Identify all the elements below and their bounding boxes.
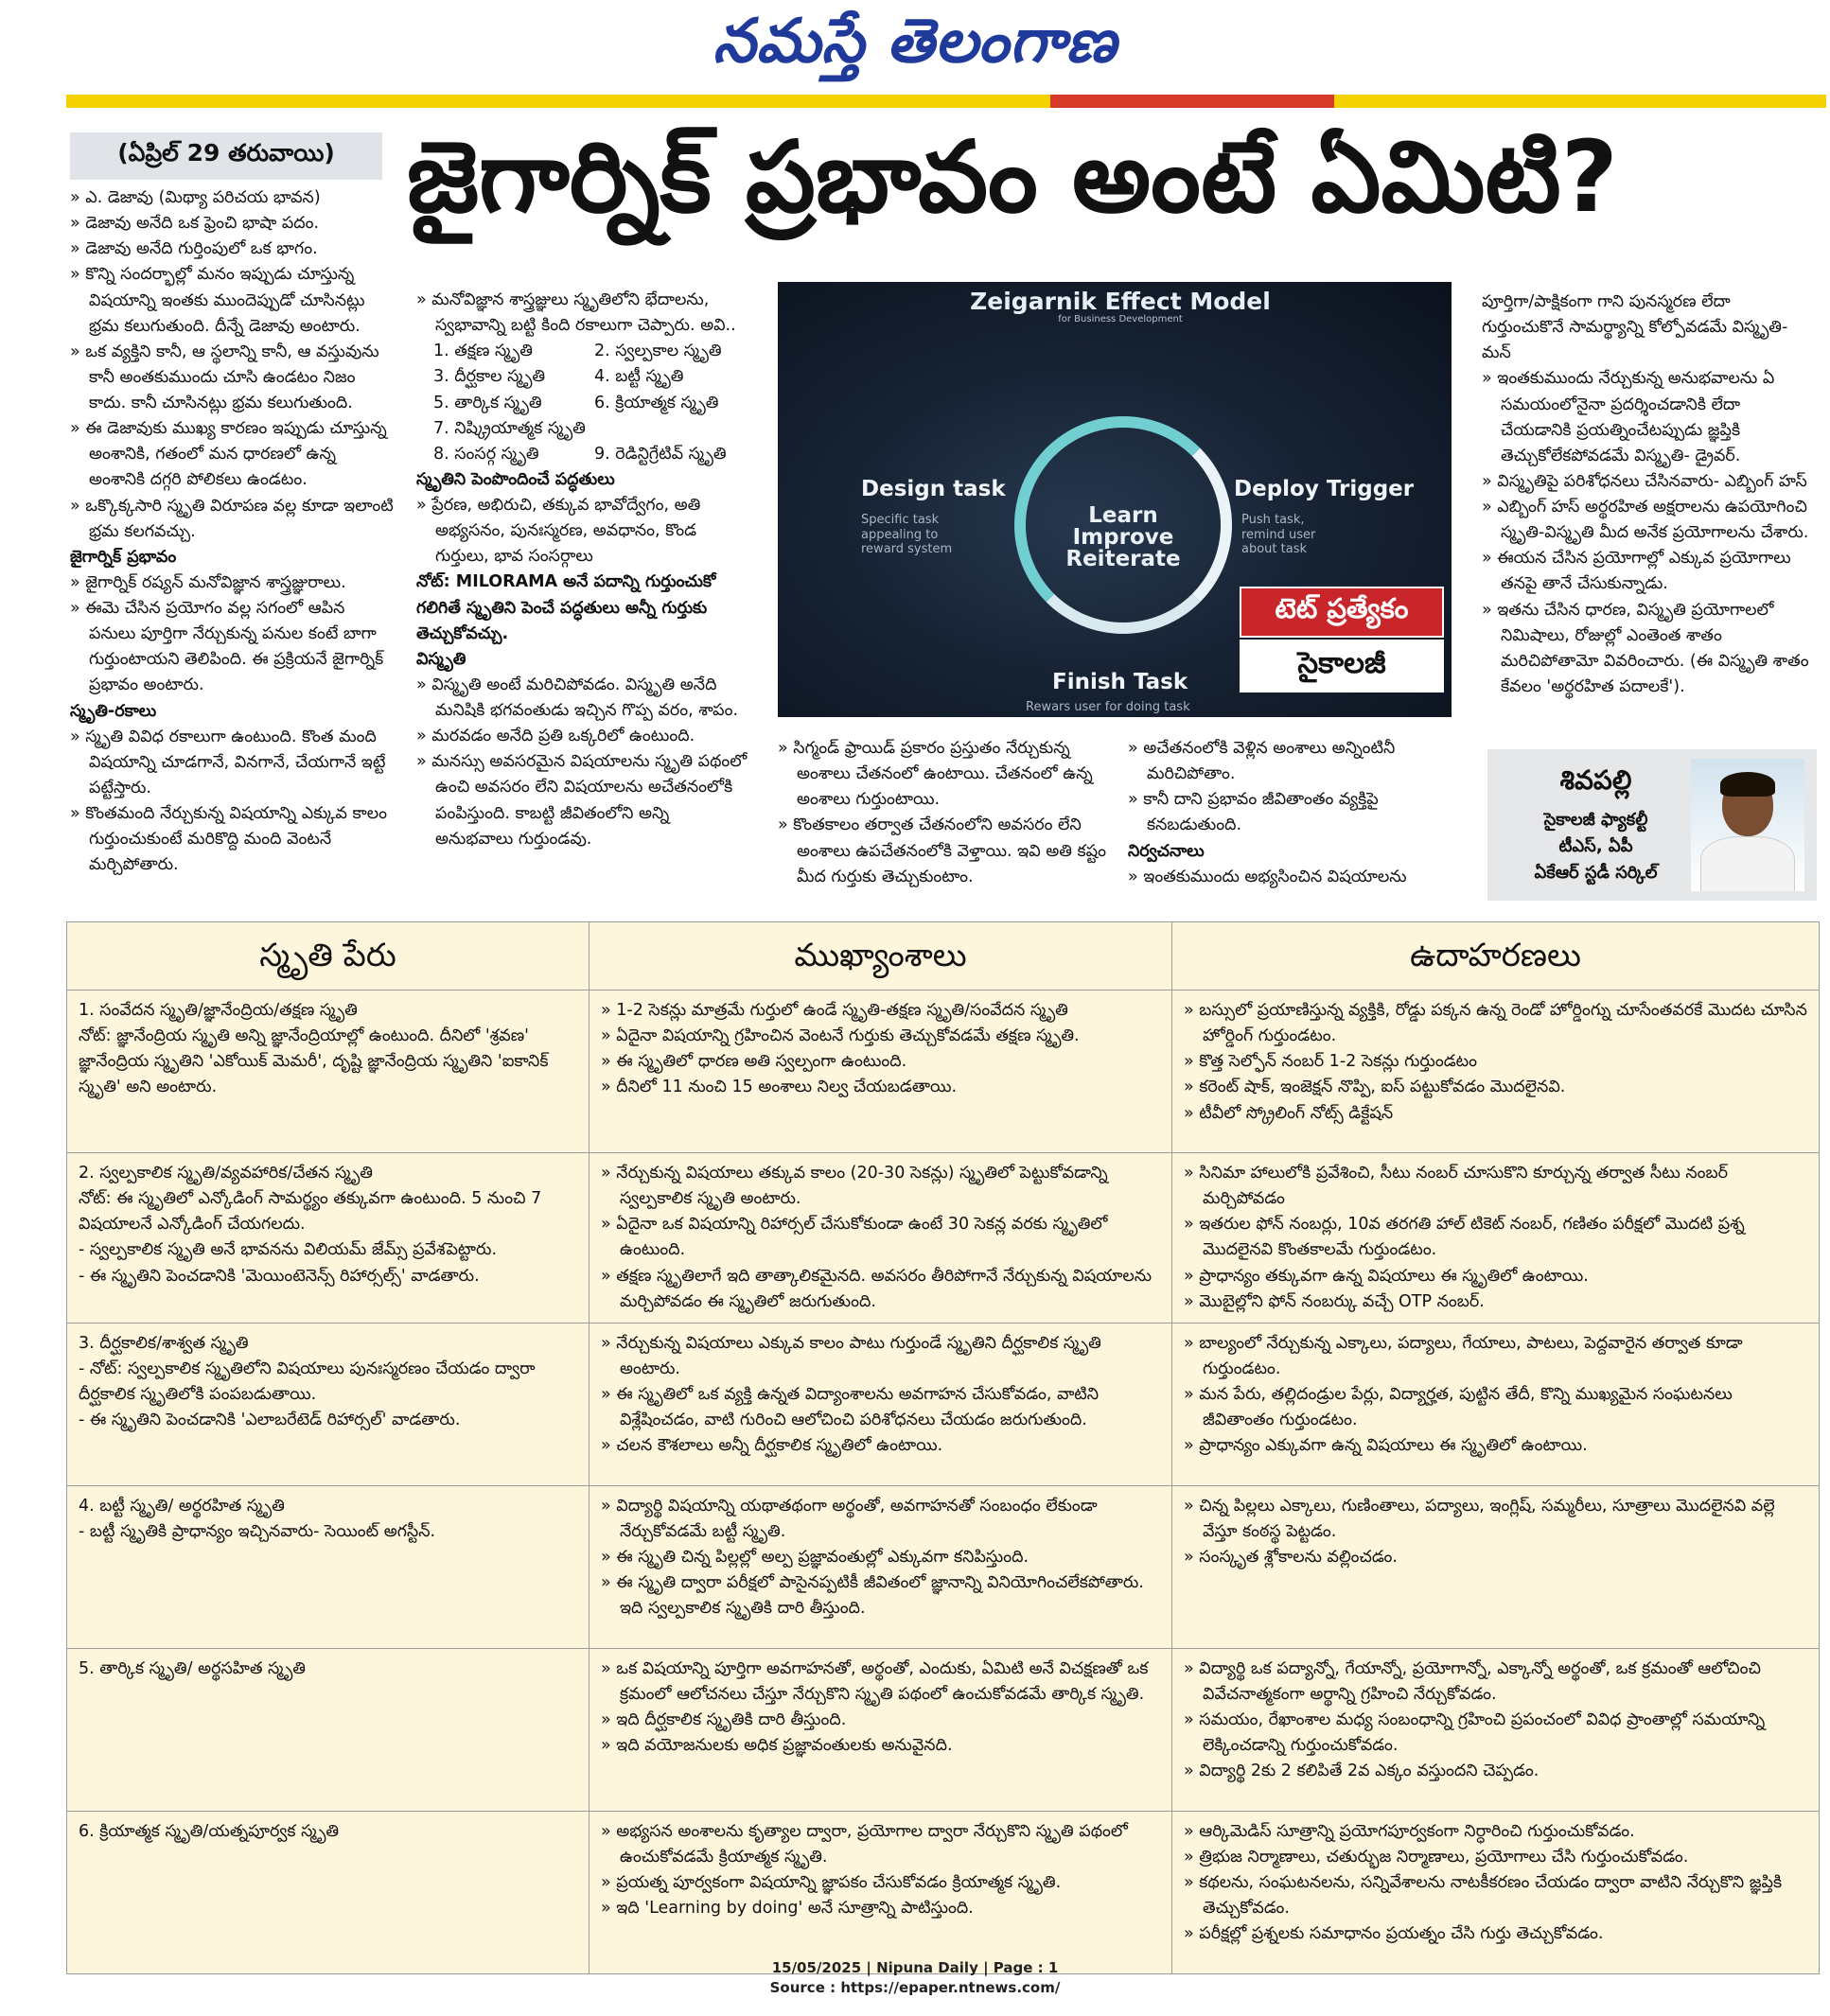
bullet: » కొంతమంది నేర్చుకున్న విషయాన్ని ఎక్కువ కాలం గుర్తుంచుకుంటే మరికొద్ది మంది వెంటనే మర్చిపోతారు. — [70, 804, 387, 875]
bullet: » మరవడం అనేది ప్రతి ఒక్కరిలో ఉంటుంది. — [416, 727, 695, 746]
table-bullet: » ఏదైనా విషయాన్ని గ్రహించిన వెంటనే గుర్తుకు తెచ్చుకోవడమే తక్షణ స్మృతి. — [601, 1026, 1080, 1046]
section-heading: స్మృతిని పెంపొందించే పద్ధతులు — [416, 469, 615, 489]
table-cell — [1172, 990, 1820, 1153]
bullet: » మనోవిజ్ఞాన శాస్త్రజ్ఞులు స్మృతిలోని భేదాలను, స్వభావాన్ని బట్టి కింది రకాలుగా చెప్పారు. అవి.. — [416, 290, 736, 336]
tet-special-badge: టెట్ ప్రత్యేకం — [1240, 587, 1444, 638]
bullet: » ఇంతకుముందు నేర్చుకున్న అనుభవాలను ఏ సమయంలోనైనా ప్రదర్శించడానికి లేదా చేయడానికి ప్రయత్నించేటప్పుడు జ్ఞప్తికి తెచ్చుకోలేకపోవడమే విస్మృతి- డ్రైవర్. — [1482, 369, 1775, 465]
edition-tag: (ఏప్రిల్ 29 తరువాయి) — [70, 132, 382, 180]
article-column-3 — [778, 736, 1109, 890]
table-bullet: » తక్షణ స్మృతిలాగే ఇది తాత్కాలికమైనది. అవసరం తీరిపోగానే నేర్చుకున్న విషయాలను మర్చిపోవడం ఈ స్మృతిలో జరుగుతుంది. — [601, 1266, 1153, 1311]
table-text: - ఈ స్మృతిని పెంచడానికి 'ఎలాబరేటెడ్ రిహార్సల్' వాడతారు. — [79, 1411, 461, 1430]
table-bullet: » నేర్చుకున్న విషయాలు తక్కువ కాలం (20-30 సెకన్లు) స్మృతిలో పెట్టుకోవడాన్ని స్వల్పకాలిక స్మృతి అంటారు. — [601, 1164, 1108, 1209]
table-text: నోట్: ఈ స్మృతిలో ఎన్కోడింగ్ సామర్థ్యం తక్కువగా ఉంటుంది. 5 నుంచి 7 విషయాలనే ఎన్కోడింగ్ చేయగలదు. — [79, 1189, 542, 1235]
table-cell — [589, 1648, 1172, 1811]
table-bullet: » టీవీలో స్క్రోలింగ్ నోట్స్ డిక్టేషన్ — [1184, 1103, 1394, 1123]
table-bullet: » మొబైల్లోని ఫోన్ నంబర్కు వచ్చే OTP నంబర్. — [1184, 1291, 1485, 1311]
table-bullet: » సినిమా హాలులోకి ప్రవేశించి, సీటు నంబర్ చూసుకొని కూర్చున్న తర్వాత సీటు నంబర్ మర్చిపోవడం — [1184, 1164, 1729, 1209]
table-header-row — [67, 922, 1820, 990]
memory-type: 6. క్రియాత్మక స్మృతి — [594, 393, 719, 412]
paragraph: పూర్తిగా/పాక్షికంగా గాని పునస్మరణ లేదా గుర్తుంచుకొనే సామర్థ్యాన్ని కోల్పోవడమే విస్మృతి- మన్ — [1482, 292, 1788, 363]
table-bullet: » కథలను, సంఘటనలను, సన్నివేశాలను నాటకీకరణం చేయడం ద్వారా వాటిని నేర్చుకొని జ్ఞప్తికి తెచ్చుకోవడం. — [1184, 1873, 1783, 1919]
bullet: » ఇంతకుముందు అభ్యసించిన విషయాలను — [1128, 867, 1407, 886]
table-row — [67, 1153, 1820, 1324]
memory-type: 5. తార్కిక స్మృతి — [433, 393, 542, 412]
table-text: - ఈ స్మృతిని పెంచడానికి 'మెయింటెనెన్స్ రిహార్సల్స్' వాడతారు. — [79, 1266, 480, 1286]
table-row — [67, 1811, 1820, 1973]
memory-type: 8. సంసర్గ స్మృతి — [433, 444, 539, 464]
bullet: » డెజావు అనేది గుర్తింపులో ఒక భాగం. — [70, 239, 318, 259]
table-bullet: » ఇతరుల ఫోన్ నంబర్లు, 10వ తరగతి హాల్ టికెట్ నంబర్, గణితం పరీక్షలో మొదటి ప్రశ్న మొదలైనవి కొంతకాలమే గుర్తుండటం. — [1184, 1215, 1745, 1260]
table-header-cell: స్మృతి పేరు — [67, 922, 589, 990]
table-bullet: » ఈ స్మృతిలో ధారణ అతి స్వల్పంగా ఉంటుంది. — [601, 1052, 907, 1072]
memory-types-table — [66, 921, 1820, 1974]
table-cell — [67, 1811, 589, 1973]
design-task-label: Design task — [861, 477, 1006, 501]
section-heading: స్మృతి-రకాలు — [70, 701, 157, 721]
article-column-1 — [70, 185, 396, 878]
table-text: - బట్టీ స్మృతికి ప్రాధాన్యం ఇచ్చినవారు- సెయింట్ అగస్టీన్. — [79, 1521, 436, 1541]
table-text: నోట్: జ్ఞానేంద్రియ స్మృతి అన్ని జ్ఞానేంద్రియాల్లో ఉంటుంది. దీనిలో 'శ్రవణ' జ్ఞానేంద్రియ స్మృతిని 'ఎకోయిక్ మెమరీ', దృష్టి జ్ఞానేంద్రియ స్మృతిని 'ఐకానిక్ స్మృతి' అని అంటారు. — [79, 1026, 549, 1097]
bullet: » కొన్ని సందర్భాల్లో మనం ఇప్పుడు చూస్తున్న విషయాన్ని ఇంతకు ముందెప్పుడో చూసినట్లు భ్రమ కలుగుతుంది. దీన్నే డెజావు అంటారు. — [70, 265, 365, 336]
table-bullet: » మన పేరు, తల్లిదండ్రుల పేర్లు, విద్యార్హత, పుట్టిన తేదీ, కొన్ని ముఖ్యమైన సంఘటనలు జీవితాంతం గుర్తుండటం. — [1184, 1385, 1733, 1430]
table-cell — [589, 990, 1172, 1153]
deploy-trigger-label: Deploy Trigger — [1234, 477, 1415, 501]
table-bullet: » ఇది వయోజనులకు అధిక ప్రజ్ఞావంతులకు అనువైనది. — [601, 1736, 953, 1756]
bullet: » ఎ. డెజావు (మిథ్యా పరిచయ భావన) — [70, 188, 321, 207]
table-cell — [67, 990, 589, 1153]
bullet: » అచేతనంలోకి వెళ్లిన అంశాలు అన్నింటినీ మరిచిపోతాం. — [1128, 739, 1396, 784]
note: నోట్: MILORAMA అనే పదాన్ని గుర్తుంచుకో గలిగితే స్మృతిని పెంచే పద్ధతులు అన్నీ గుర్తుకు తెచ్చుకోవచ్చు. — [416, 572, 716, 643]
table-bullet: » ఈ స్మృతి ద్వారా పరీక్షలో పాసైనప్పటికీ జీవితంలో జ్ఞానాన్ని వినియోగించలేకపోతారు. ఇది స్వల్పకాలిక స్మృతికి దారి తీస్తుంది. — [601, 1573, 1144, 1619]
table-row — [67, 1485, 1820, 1648]
article-column-4 — [1128, 736, 1459, 890]
table-bullet: » కరెంట్ షాక్, ఇంజెక్షన్ నొప్పి, ఐస్ పట్టుకోవడం మొదలైనవి. — [1184, 1078, 1566, 1097]
bullet: » ఈమె చేసిన ప్రయోగం వల్ల సగంలో ఆపిన పనులు పూర్తిగా నేర్చుకున్న పనుల కంటే బాగా గుర్తుంటాయని తెలిపింది. ఈ ప్రక్రియనే జైగార్నిక్ ప్రభావం అంటారు. — [70, 599, 384, 695]
bullet: » విస్మృతిపై పరిశోధనలు చేసినవారు- ఎబ్బింగ్ హస్ — [1482, 471, 1807, 491]
footer-source-line: Source : https://epaper.ntnews.com/ — [769, 1979, 1061, 1996]
author-photo — [1691, 759, 1804, 891]
article-column-5 — [1482, 289, 1813, 700]
table-text: 5. తార్కిక స్మృతి/ అర్థసహిత స్మృతి — [79, 1658, 306, 1678]
headline: జైగార్నిక్ ప్రభావం అంటే ఏమిటి? — [407, 121, 1618, 235]
section-heading: జైగార్నిక్ ప్రభావం — [70, 547, 177, 567]
zeigarnik-infographic — [778, 282, 1452, 717]
article-column-2 — [416, 288, 748, 852]
author-name: శివపల్లి — [1559, 764, 1632, 796]
bullet: » ఒక్కొక్కసారి స్మృతి విరూపణ వల్ల కూడా ఇలాంటి భ్రమ కలగవచ్చు. — [70, 496, 394, 541]
bullet: » ఒక వ్యక్తిని కానీ, ఆ స్థలాన్ని కానీ, ఆ వస్తువును కానీ అంతకుముందు చూసి ఉండటం నిజం కాదు. కానీ చూసినట్లు భ్రమ కలుగుతుంది. — [70, 342, 379, 412]
table-row — [67, 990, 1820, 1153]
bullet: » ఈయన చేసిన ప్రయోగాల్లో ఎక్కువ ప్రయోగాలు తనపై తానే చేసుకున్నాడు. — [1482, 549, 1791, 594]
bullet: » ఇతను చేసిన ధారణ, విస్మృతి ప్రయోగాలలో నిమిషాలు, రోజుల్లో ఎంతెంత శాతం మరిచిపోతామో వివరించారు. (ఈ విస్మృతి శాతం కేవలం 'అర్థరహిత పదాలకే'). — [1482, 600, 1809, 696]
table-bullet: » విద్యార్థి 2కు 2 కలిపితే 2వ ఎక్కం వస్తుందని చెప్పడం. — [1184, 1762, 1540, 1781]
section-heading: నిర్వచనాలు — [1128, 841, 1205, 861]
masthead — [0, 0, 1830, 91]
cycle-center-text: Learn Improve Reiterate — [1065, 503, 1181, 571]
table-bullet: » పరీక్షల్లో ప్రశ్నలకు సమాధానం ప్రయత్నం చేసి గుర్తు తెచ్చుకోవడం. — [1184, 1924, 1604, 1944]
table-bullet: » 1-2 సెకన్లు మాత్రమే గుర్తులో ఉండే స్మృతి-తక్షణ స్మృతి/సంవేదన స్మృతి — [601, 1001, 1068, 1020]
table-cell — [1172, 1323, 1820, 1485]
table-cell — [67, 1485, 589, 1648]
newspaper-logo: నమస్తే తెలంగాణ — [713, 6, 1117, 77]
table-bullet: » ఒక విషయాన్ని పూర్తిగా అవగాహనతో, అర్థంతో, ఎందుకు, ఏమిటి అనే విచక్షణతో ఒక క్రమంలో ఆలోచనలు చేస్తూ నేర్చుకొని స్మృతి పథంలో ఉంచుకోవడమే తార్కిక స్మృతి. — [601, 1658, 1149, 1704]
table-cell — [1172, 1153, 1820, 1324]
masthead-divider — [66, 95, 1826, 108]
table-bullet: » చిన్న పిల్లలు ఎక్కాలు, గుణింతాలు, పద్యాలు, ఇంగ్లిష్, సమ్మరీలు, సూత్రాలు మొదలైనవి వల్లె వేస్తూ కంఠస్థ పెట్టడం. — [1184, 1496, 1775, 1541]
table-cell — [589, 1485, 1172, 1648]
table-row — [67, 1323, 1820, 1485]
finish-task-label: Finish Task — [1052, 670, 1188, 694]
bullet: » డెజావు అనేది ఒక ఫ్రెంచి భాషా పదం. — [70, 214, 320, 234]
bullet: » సిగ్మండ్ ఫ్రాయిడ్ ప్రకారం ప్రస్తుతం నేర్చుకున్న అంశాలు చేతనంలో ఉంటాయి. చేతనంలో ఉన్న అంశాలు గుర్తుంటాయి. — [778, 739, 1093, 810]
author-circle: ఏకేఆర్ స్టడీ సర్కిల్ — [1534, 863, 1658, 883]
memory-type: 4. బట్టీ స్మృతి — [594, 367, 684, 387]
deploy-trigger-desc: Push task, remind user about task — [1241, 513, 1316, 557]
table-bullet: » అభ్యసన అంశాలను కృత్యాల ద్వారా, ప్రయోగాల ద్వారా నేర్చుకొని స్మృతి పథంలో ఉంచుకోవడమే క్రియాత్మక స్మృతి. — [601, 1821, 1128, 1867]
author-org: టీఎస్, ఏపీ — [1558, 836, 1633, 856]
table-cell — [1172, 1485, 1820, 1648]
table-text: 6. క్రియాత్మక స్మృతి/యత్నపూర్వక స్మృతి — [79, 1821, 340, 1841]
table-bullet: » ఈ స్మృతి చిన్న పిల్లల్లో అల్ప ప్రజ్ఞావంతుల్లో ఎక్కువగా కనిపిస్తుంది. — [601, 1548, 1029, 1567]
bullet: » ఈ డెజావుకు ముఖ్య కారణం ఇప్పుడు చూస్తున్న అంశానికి, గతంలో మన ధారణలో ఉన్న అంశానికి దగ్గరి పోలికలు ఉండటం. — [70, 419, 387, 490]
table-text: 3. దీర్ఘకాలిక/శాశ్వత స్మృతి — [79, 1333, 249, 1353]
table-bullet: » ఇది 'Learning by doing' అనే సూత్రాన్ని పాటిస్తుంది. — [601, 1899, 974, 1919]
bullet: » మనస్సు అవసరమైన విషయాలను స్మృతి పథంలో ఉంచి అవసరం లేని విషయాలను అచేతనంలోకి పంపిస్తుంది. కాబట్టి జీవితంలోని అన్ని అనుభవాలు గుర్తుండవు. — [416, 752, 748, 849]
author-box — [1487, 749, 1817, 901]
table-cell — [589, 1811, 1172, 1973]
table-bullet: » ఆర్కిమెడిస్ సూత్రాన్ని ప్రయోగపూర్వకంగా నిర్ధారించి గుర్తుంచుకోవడం. — [1184, 1821, 1635, 1841]
bullet: » స్మృతి వివిధ రకాలుగా ఉంటుంది. కొంత మంది విషయాన్ని చూడగానే, వినగానే, చేయగానే ఇట్టే పట్టేస్తారు. — [70, 727, 386, 798]
infographic-title: Zeigarnik Effect Model — [970, 288, 1271, 315]
footer — [0, 1958, 1830, 1998]
table-text: 4. బట్టీ స్మృతి/ అర్థరహిత స్మృతి — [79, 1496, 285, 1516]
table-bullet: » విద్యార్థి ఒక పద్యాన్నో, గేయాన్నో, ప్రయోగాన్నో, ఎక్కాన్నో అర్థంతో, ఒక క్రమంతో ఆలోచించి వివేచనాత్మకంగా అర్థాన్ని గ్రహించి నేర్చుకోవడం. — [1184, 1658, 1761, 1704]
table-bullet: » త్రిభుజ నిర్మాణాలు, చతుర్భుజ నిర్మాణాలు, ప్రయోగాలు చేసి గుర్తుంచుకోవడం. — [1184, 1847, 1689, 1867]
memory-type: 2. స్వల్పకాల స్మృతి — [594, 342, 722, 361]
table-cell — [67, 1153, 589, 1324]
bullet: » విస్మృతి అంటే మరిచిపోవడం. విస్మృతి అనేది మనిషికి భగవంతుడు ఇచ్చిన గొప్ప వరం, శాపం. — [416, 675, 739, 720]
memory-types-list — [416, 339, 748, 467]
table-text: - స్వల్పకాలిక స్మృతి అనే భావనను విలియమ్ జేమ్స్ ప్రవేశపెట్టారు. — [79, 1240, 498, 1260]
table-bullet: » చలన కౌశలాలు అన్నీ దీర్ఘకాలిక స్మృతిలో ఉంటాయి. — [601, 1436, 943, 1456]
table-text: - నోట్: స్వల్పకాలిక స్మృతిలోని విషయాలు పునఃస్మరణం చేయడం ద్వారా దీర్ఘకాలిక స్మృతిలోకి పంపబడుతాయి. — [79, 1359, 536, 1404]
bullet: » జైగార్నిక్ రష్యన్ మనోవిజ్ఞాన శాస్త్రజ్ఞురాలు. — [70, 572, 346, 592]
table-bullet: » విద్యార్థి విషయాన్ని యథాతథంగా అర్థంతో, అవగాహనతో సంబంధం లేకుండా నేర్చుకోవడమే బట్టీ స్మృతి. — [601, 1496, 1098, 1541]
section-heading: విస్మృతి — [416, 649, 466, 669]
table-row — [67, 1648, 1820, 1811]
table-cell — [67, 1323, 589, 1485]
masthead-accent — [1050, 95, 1334, 108]
table-bullet: » ఏదైనా ఒక విషయాన్ని రిహార్సల్ చేసుకోకుండా ఉంటే 30 సెకన్ల వరకు స్మృతిలో ఉంటుంది. — [601, 1215, 1108, 1260]
table-bullet: » ఈ స్మృతిలో ఒక వ్యక్తి ఉన్నత విద్యాంశాలను అవగాహన చేసుకోవడం, వాటిని విశ్లేషించడం, వాటి గురించి ఆలోచించి పరిశోధనలు చేయడం జరుగుతుంది. — [601, 1385, 1100, 1430]
table-bullet: » బస్సులో ప్రయాణిస్తున్న వ్యక్తికి, రోడ్డు పక్కన ఉన్న రెండో హోర్డింగ్ను చూసేంతవరకే మొదట చూసిన హోర్డింగ్ గుర్తుండటం. — [1184, 1001, 1807, 1046]
table-bullet: » ఇది దీర్ఘకాలిక స్మృతికి దారి తీస్తుంది. — [601, 1710, 847, 1729]
table-bullet: » సంస్కృత శ్లోకాలను వల్లించడం. — [1184, 1548, 1398, 1567]
memory-type: 7. నిష్క్రియాత్మక స్మృతి — [433, 418, 586, 438]
table-cell — [1172, 1811, 1820, 1973]
table-bullet: » ప్రాధాన్యం ఎక్కువగా ఉన్న విషయాలు ఈ స్మృతిలో ఉంటాయి. — [1184, 1436, 1588, 1456]
footer-date-line: 15/05/2025 | Nipuna Daily | Page : 1 — [771, 1959, 1059, 1976]
memory-type: 9. రెడిన్టిగ్రేటివ్ స్మృతి — [594, 444, 727, 464]
bullet: » ప్రేరణ, అభిరుచి, తక్కువ భావోద్వేగం, అతి అభ్యసనం, పునఃస్మరణ, అవధానం, కొండ గుర్తులు, భావ సంసర్గాలు — [416, 496, 701, 567]
table-bullet: » సమయం, రేఖాంశాల మధ్య సంబంధాన్ని గ్రహించి ప్రపంచంలో వివిధ ప్రాంతాల్లో సమయాన్ని లెక్కించడాన్ని గుర్తుంచుకోవడం. — [1184, 1710, 1766, 1756]
table-cell — [589, 1153, 1172, 1324]
table-text: 2. స్వల్పకాలిక స్మృతి/వ్యవహారిక/చేతన స్మృతి — [79, 1164, 373, 1183]
author-role: సైకాలజీ ఫ్యాకల్టీ — [1543, 810, 1648, 830]
table-cell — [67, 1648, 589, 1811]
bullet: » కొంతకాలం తర్వాత చేతనంలోని అవసరం లేని అంశాలు ఉపచేతనంలోకి వెళ్తాయి. ఇవి అతి కష్టం మీద గుర్తుకు తెచ్చుకుంటాం. — [778, 815, 1106, 886]
subject-badge: సైకాలజీ — [1240, 640, 1444, 692]
design-task-desc: Specific task appealing to reward system — [861, 513, 953, 557]
table-bullet: » ప్రయత్న పూర్వకంగా విషయాన్ని జ్ఞాపకం చేసుకోవడం క్రియాత్మక స్మృతి. — [601, 1873, 1062, 1892]
table-bullet: » నేర్చుకున్న విషయాలు ఎక్కువ కాలం పాటు గుర్తుండే స్మృతిని దీర్ఘకాలిక స్మృతి అంటారు. — [601, 1333, 1101, 1378]
infographic-subtitle: for Business Development — [1058, 314, 1183, 324]
bullet: » ఎబ్బింగ్ హస్ అర్థరహిత అక్షరాలను ఉపయోగించి స్మృతి-విస్మృతి మీద అనేక ప్రయోగాలను చేశారు. — [1482, 498, 1809, 543]
table-cell — [589, 1323, 1172, 1485]
table-bullet: » కొత్త సెల్ఫోన్ నంబర్ 1-2 సెకన్లు గుర్తుండటం — [1184, 1052, 1478, 1072]
memory-type: 1. తక్షణ స్మృతి — [433, 342, 533, 361]
table-header-cell: ఉదాహరణలు — [1172, 922, 1820, 990]
bullet: » కానీ దాని ప్రభావం జీవితాంతం వ్యక్తిపై కనబడుతుంది. — [1128, 790, 1379, 835]
finish-task-desc: Rewars user for doing task — [1026, 700, 1190, 714]
table-cell — [1172, 1648, 1820, 1811]
table-bullet: » ప్రాధాన్యం తక్కువగా ఉన్న విషయాలు ఈ స్మృతిలో ఉంటాయి. — [1184, 1266, 1589, 1286]
table-text: 1. సంవేదన స్మృతి/జ్ఞానేంద్రియ/తక్షణ స్మృతి — [79, 1001, 358, 1020]
table-header-cell: ముఖ్యాంశాలు — [589, 922, 1172, 990]
table-bullet: » బాల్యంలో నేర్చుకున్న ఎక్కాలు, పద్యాలు, గేయాలు, పాటలు, పెద్దవారైన తర్వాత కూడా గుర్తుండటం. — [1184, 1333, 1743, 1378]
table-bullet: » దీనిలో 11 నుంచి 15 అంశాలు నిల్వ చేయబడతాయి. — [601, 1078, 958, 1097]
memory-type: 3. దీర్ఘకాల స్మృతి — [433, 367, 546, 387]
